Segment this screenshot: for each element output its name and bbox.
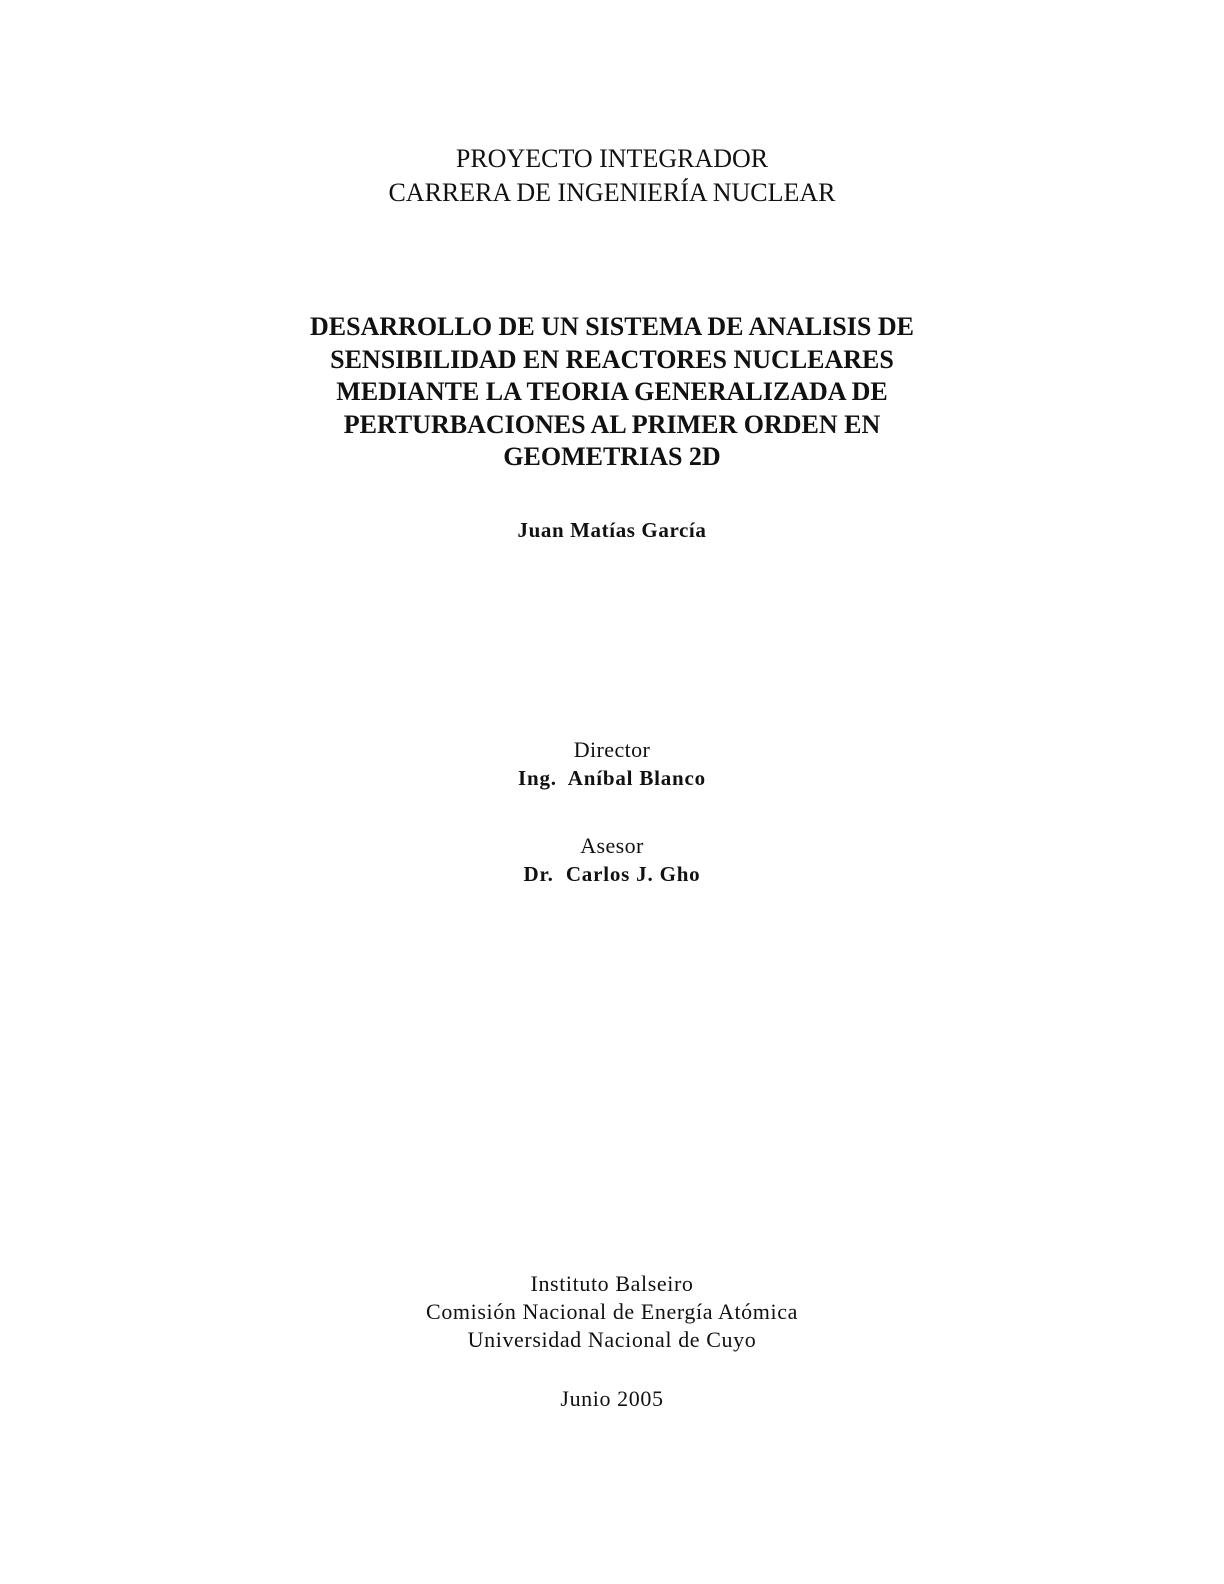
director-name: Ing. Aníbal Blanco	[518, 766, 706, 790]
author-name: Juan Matías García	[517, 518, 707, 542]
institution-block	[0, 1270, 1224, 1354]
advisor-label: Asesor	[580, 833, 644, 858]
title-line: PERTURBACIONES AL PRIMER ORDEN EN	[343, 409, 881, 439]
title-line: SENSIBILIDAD EN REACTORES NUCLEARES	[330, 344, 894, 374]
advisor-name: Dr. Carlos J. Gho	[523, 862, 701, 886]
program-header	[0, 142, 1224, 210]
title-line: MEDIANTE LA TEORIA GENERALIZADA DE	[336, 377, 888, 406]
publication-date: Junio 2005	[560, 1386, 664, 1411]
title-line: GEOMETRIAS 2D	[503, 442, 721, 471]
title-line: DESARROLLO DE UN SISTEMA DE ANALISIS DE	[310, 312, 914, 341]
advisor-section	[0, 832, 1224, 888]
institution-line: Instituto Balseiro	[530, 1271, 694, 1296]
career-name: CARRERA DE INGENIERÍA NUCLEAR	[388, 178, 836, 207]
institution-line: Comisión Nacional de Energía Atómica	[426, 1299, 798, 1324]
institution-line: Universidad Nacional de Cuyo	[467, 1327, 757, 1352]
director-section	[0, 736, 1224, 792]
program-type: PROYECTO INTEGRADOR	[455, 144, 769, 173]
thesis-title	[0, 311, 1224, 474]
director-label: Director	[573, 737, 651, 762]
